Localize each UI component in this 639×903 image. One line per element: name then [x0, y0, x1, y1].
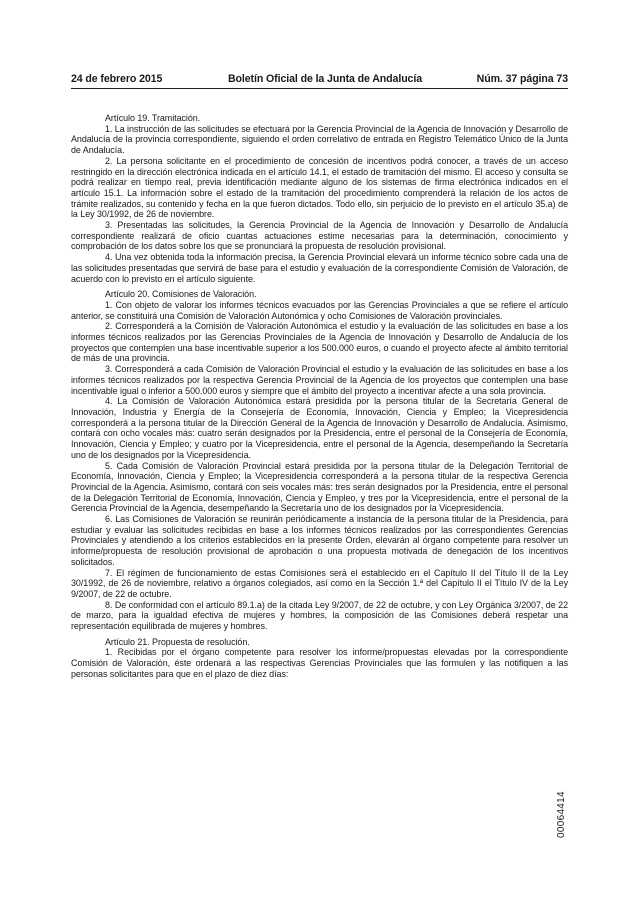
article-21	[71, 637, 568, 680]
article-title: Artículo 21. Propuesta de resolución.	[105, 636, 250, 647]
article-19	[71, 113, 568, 284]
paragraph: 4. La Comisión de Valoración Autonómica estará presidida por la persona titular de la Secretaría General de Innovación, Industria y Energía de la Consejería de Economía, Innovación, Ciencia y Empleo; la Vicepresidencia corresponderá a la persona titular de la Dirección General de la Agencia de Innovación y Desarrollo de Andalucía. Asimismo, contará con ocho vocales más: cuatro serán designados por la Presidencia, entre el personal de la Consejería de Economía, Innovación, Ciencia y Empleo; y cuatro por la Vicepresidencia, entre el personal de la Agencia, desempeñando la Secretaría uno de los designados por la Vicepresidencia.	[71, 396, 568, 460]
paragraph: 3. Presentadas las solicitudes, la Gerencia Provincial de la Agencia de Innovación y Desarrollo de Andalucía correspondiente realizará de oficio cuantas actuaciones estime necesarias para la determinación, conocimiento y comprobación de los datos sobre los que se pronunciará la propuesta de resolución provisional.	[71, 220, 568, 252]
article-title: Artículo 19. Tramitación.	[105, 113, 201, 123]
paragraph: 7. El régimen de funcionamiento de estas Comisiones será el establecido en el Capítulo II del Título II de la Ley 30/1992, de 26 de noviembre, relativo a órganos colegiados, así como en la Sección 1.ª del Capítulo II el Título IV de la Ley 9/2007, de 22 de octubre.	[71, 567, 568, 599]
paragraph: 5. Cada Comisión de Valoración Provincial estará presidida por la persona titular de la Delegación Territorial de Economía, Innovación, Ciencia y Empleo; la Vicepresidencia corresponderá a la persona titular de la respectiva Gerencia Provincial de la Agencia. Asimismo, contará con seis vocales más: tres serán designados por la Presidencia, entre el personal de la Delegación Territorial de Economía, Innovación, Ciencia y Empleo, y tres por la Vicepresidencia, entre el personal de la Gerencia Provincial de la Agencia, desempeñando la Secretaría uno de los designados por la Vicepresidencia.	[71, 460, 568, 514]
paragraph: 2. Corresponderá a la Comisión de Valoración Autonómica el estudio y la evaluación de las solicitudes en base a los informes técnicos realizados por las Gerencias Provinciales de la Agencia de Innovación y Desarrollo de Andalucía de los proyectos que contemplen una base incentivable superior a los 500.000 euros, o cuando el proyecto afecte al ámbito territorial de más de una provincia.	[71, 321, 568, 364]
side-reference-code	[556, 778, 570, 838]
paragraph: 2. La persona solicitante en el procedimiento de concesión de incentivos podrá conocer, a través de un acceso restringido en la dirección electrónica indicada en el artículo 14.1, el estado de tramitación del mismo. El acceso y consulta se podrá realizar en tiempo real, previa identificación mediante alguno de los sistemas de firma electrónica indicados en el artículo 15.1. La información sobre el estado de la tramitación del procedimiento comprenderá la relación de los actos de trámite realizados, su contenido y fecha en la que fueron dictados. Todo ello, sin perjuicio de lo previsto en el artículo 35.a) de la Ley 30/1992, de 26 de noviembre.	[71, 155, 568, 220]
paragraph: 1. La instrucción de las solicitudes se efectuará por la Gerencia Provincial de la Agencia de Innovación y Desarrollo de Andalucía de la provincia correspondiente, siguiendo el orden correlativo de entrada en Registro Telemático Único de la Junta de Andalucía.	[71, 123, 568, 156]
article-title: Artículo 20. Comisiones de Valoración.	[105, 289, 257, 300]
paragraph: 3. Corresponderá a cada Comisión de Valoración Provincial el estudio y la evaluación de las solicitudes en base a los informes técnicos realizados por la respectiva Gerencia Provincial de la Agencia de los proyectos que contemplen una base incentivable igual o inferior a 500.000 euros y siempre que el ámbito del proyecto a incentivar afecte a una sola provincia.	[71, 364, 568, 396]
header-issue: Núm. 37 página 73	[476, 73, 568, 85]
header-publication: Boletín Oficial de la Junta de Andalucía	[228, 73, 422, 85]
side-code-text: 00064414	[556, 791, 567, 838]
page-header	[71, 73, 568, 87]
paragraph: 4. Una vez obtenida toda la información precisa, la Gerencia Provincial elevará un informe técnico sobre cada una de las solicitudes presentadas que servirá de base para el estudio y evaluación de la correspondiente Comisión de Valoración, de acuerdo con lo previsto en el artículo siguiente.	[71, 252, 568, 284]
header-date: 24 de febrero 2015	[71, 73, 163, 85]
paragraph: 8. De conformidad con el artículo 89.1.a) de la citada Ley 9/2007, de 22 de octubre, y con Ley Orgánica 3/2007, de 22 de marzo, para la igualdad efectiva de mujeres y hombres, la composición de las Comisiones deberá respetar una representación equilibrada de mujeres y hombres.	[71, 599, 568, 632]
paragraph: 1. Recibidas por el órgano competente para resolver los informe/propuestas elevadas por la correspondiente Comisión de Valoración, éste ordenará a las respectivas Gerencias Provinciales que las formulen y las notifiquen a las personas solicitantes para que en el plazo de diez días:	[71, 647, 568, 679]
paragraph: 1. Con objeto de valorar los informes técnicos evacuados por las Gerencias Provinciales a que se refiere el artículo anterior, se constituirá una Comisión de Valoración Autonómica y ocho Comisiones de Valoración provinciales.	[71, 299, 568, 321]
header-rule	[71, 88, 568, 89]
document-body	[71, 113, 568, 680]
paragraph: 6. Las Comisiones de Valoración se reunirán periódicamente a instancia de la persona titular de la Presidencia, para estudiar y evaluar las solicitudes recibidas en base a los informes técnicos realizados por las correspondientes Gerencias Provinciales y atendiendo a los criterios establecidos en la presente Orden, elevarán al órgano competente para resolver un informe/propuesta de resolución provisional de aprobación o una propuesta motivada de denegación de los incentivos solicitados.	[71, 514, 568, 567]
article-20	[71, 289, 568, 632]
